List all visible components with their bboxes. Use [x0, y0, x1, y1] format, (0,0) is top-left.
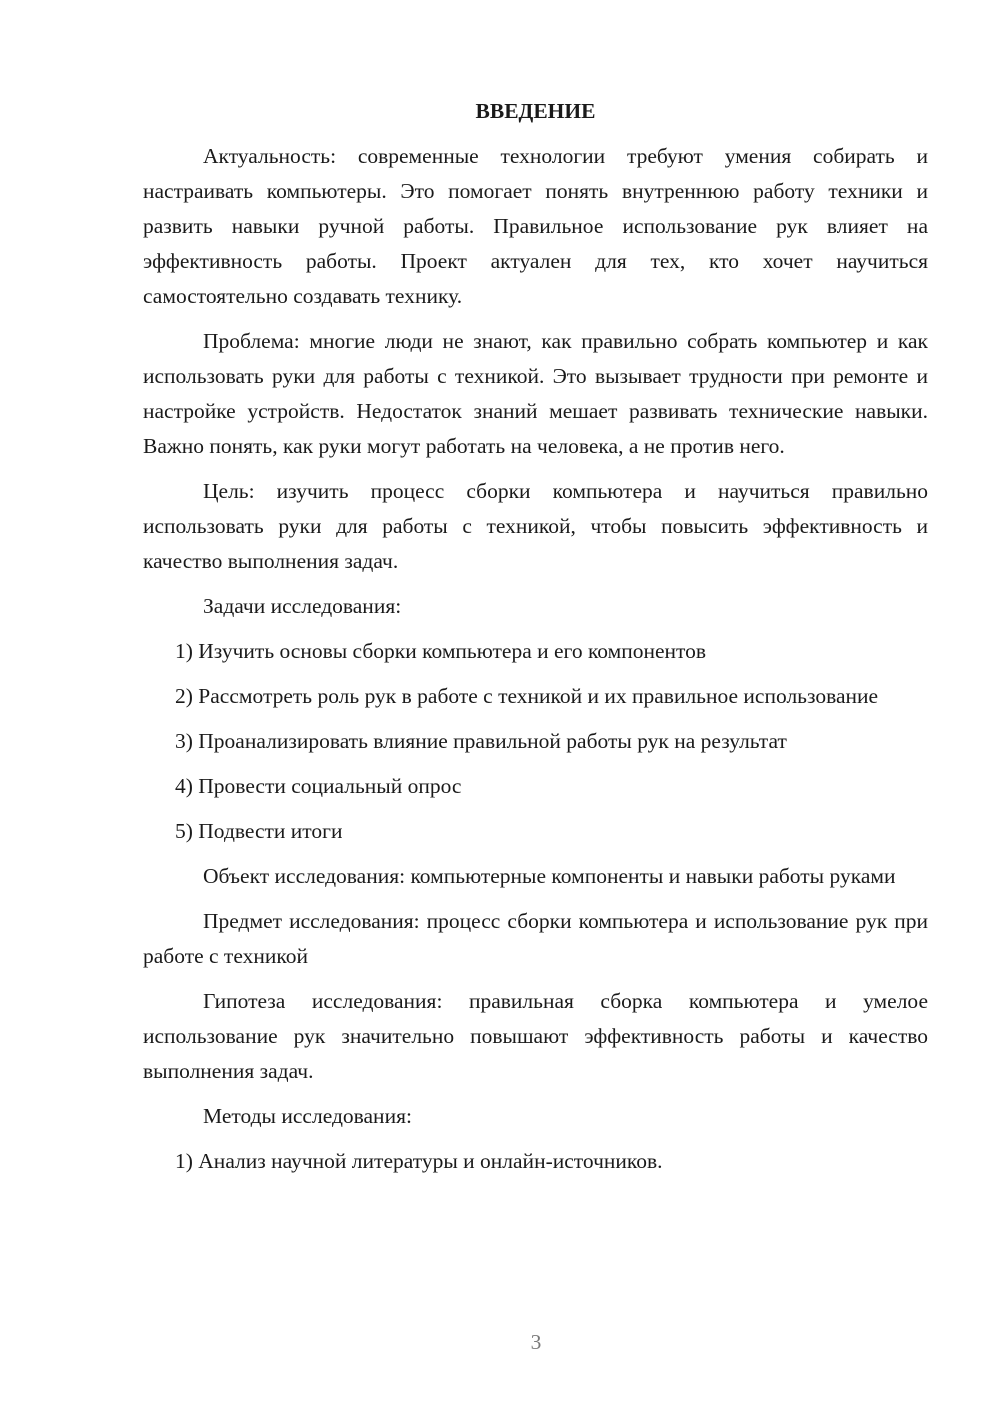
- task-item-3: 3) Проанализировать влияние правильной работы рук на результат: [175, 729, 787, 753]
- task-item-2: 2) Рассмотреть роль рук в работе с техникой и их правильное использование: [175, 684, 879, 708]
- hypothesis-paragraph: Гипотеза исследования: правильная сборка компьютера и умелое использование рук значительно повышают эффективность работы и качество выполнения задач.: [143, 989, 928, 1083]
- tasks-heading: Задачи исследования:: [203, 594, 402, 618]
- goal-paragraph: Цель: изучить процесс сборки компьютера и научиться правильно использовать руки для работы с техникой, чтобы повысить эффективность и качество выполнения задач.: [143, 479, 928, 573]
- method-item-1: 1) Анализ научной литературы и онлайн-источников.: [175, 1149, 663, 1173]
- subject-paragraph: Предмет исследования: процесс сборки компьютера и использование рук при работе с техникой: [143, 909, 928, 968]
- relevance-paragraph: Актуальность: современные технологии требуют умения собирать и настраивать компьютеры. Это помогает понять внутреннюю работу техники и развить навыки ручной работы. Правильное использование рук влияет на эффективность работы. Проект актуален для тех, кто хочет научиться самостоятельно создавать технику.: [143, 144, 928, 308]
- task-item-4: 4) Провести социальный опрос: [175, 774, 462, 798]
- problem-paragraph: Проблема: многие люди не знают, как правильно собрать компьютер и как использовать руки для работы с техникой. Это вызывает трудности при ремонте и настройке устройств. Недостаток знаний мешает развивать технические навыки. Важно понять, как руки могут работать на человека, а не против него.: [143, 329, 928, 458]
- section-title: ВВЕДЕНИЕ: [475, 99, 596, 123]
- object-paragraph: Объект исследования: компьютерные компоненты и навыки работы руками: [203, 864, 896, 888]
- task-item-5: 5) Подвести итоги: [175, 819, 343, 843]
- document-page: [143, 94, 928, 1179]
- methods-heading: Методы исследования:: [203, 1104, 412, 1128]
- task-item-1: 1) Изучить основы сборки компьютера и его компонентов: [175, 639, 707, 663]
- page-number: 3: [530, 1330, 542, 1354]
